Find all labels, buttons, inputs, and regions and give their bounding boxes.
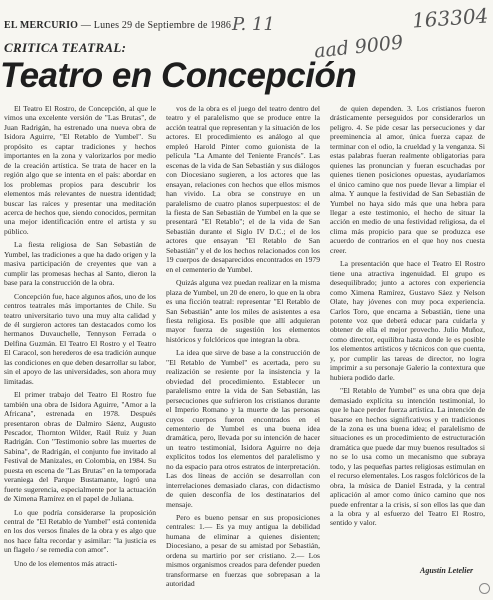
article-paragraph: La idea que sirve de base a la construcción de "El Retablo de Yumbel" es acertada, pero su realización se resiente por la insistencia y la obviedad del procedimiento. Establecer un paralelismo entre la vida de San Sebastián, las persecuciones que sufrieron los cristianos durante el Imperio Romano y la muerte de las personas cuyos cuerpos fueron encontrados en el cementerio de Yumbel es una buena idea dramática, pero, llevada por su intención de hacer un teatro testimonial, Isidora Aguirre no deja explícitos todos los elementos del paralelismo y no da espacio para otros estratos de interpretación. Las dos líneas de acción se desarrollan con interrelaciones demasiado claras, con didactismo de quien desconfía de los destinatarios del mensaje. bbox=[166, 348, 320, 509]
article-column-2 bbox=[166, 104, 320, 593]
publication-date: — Lunes 29 de Septiembre de 1986 bbox=[78, 20, 232, 31]
article-paragraph: La presentación que hace el Teatro El Rostro tiene una atractiva ingenuidad. El grupo es desequilibrado; junto a actores con experiencia como Ximena Ramírez, Gustavo Sáez y Nelson Olate, hay jóvenes con muy poca experiencia. Carlos Toro, que encarna a Sebastián, tiene una potente voz que deberá educar para cuidarla y obtener de ella el mejor provecho. Julio Muñoz, como director, equilibra hasta donde le es posible los elementos artísticos y técnicos con que cuenta, y, por cumplir las tareas de director, no logra imprimir a su personaje Galerio la contextura que hubiera podido darle. bbox=[330, 259, 485, 382]
article-paragraph: Concepción fue, hace algunos años, uno de los centros teatrales más importantes de Chile. Su teatro universitario tuvo una muy alta calidad y de él surgieron actores tan destacados como los hermanos Duvauchelle, Tennyson Ferrada o Delfina Guzmán. El Teatro El Rostro y el Teatro El Caracol, son herederos de esa tradición aunque las condiciones en que deben desarrollar su labor, sin el apoyo de las universidades, son ahora muy limitadas. bbox=[4, 291, 156, 386]
handwritten-page-note: P. 11 bbox=[232, 14, 275, 35]
author-byline: Agustín Letelier bbox=[420, 566, 474, 575]
article-paragraph: Lo que podría considerarse la proposición central de "El Retablo de Yumbel" está contenida en los dos versos finales de la obra y es algo que nos hace falta recordar y asimilar: "la justicia es un flagelo / se remedia con amor". bbox=[4, 507, 156, 555]
corner-stamp-mark bbox=[479, 583, 490, 594]
article-paragraph: "El Retablo de Yumbel" es una obra que deja demasiado explícita su intención testimonial, lo que le hace perder fuerza artística. La intención de basarse en hechos significativos y en tradiciones de la zona es una buena idea; el paralelismo de situaciones es un procedimiento de estructuración dramática que puede dar muy buenos resultados si no se lo usa como un mecanismo que subraya todo, y las pequeñas partes religiosas estimulan en el recurso elementales. Los rasgos folclóricos de la obra, la música de Daniel Estrada, y la central aplicación al amor como único camino que nos puede enfrentar a la crisis, sí son ellos las que dan a la obra y al esfuerzo del Teatro El Rostro, sentido y valor. bbox=[330, 386, 485, 528]
article-paragraph: El Teatro El Rostro, de Concepción, al que le vimos una excelente versión de "Las Brutas", de Juan Radrigán, ha estrenado una nueva obra de Isidora Aguirre, "El Retablo de Yumbel". Su propósito es captar tradiciones y hechos importantes en la zona y valorizarlos por medio de la creación artística. Se trata de hacer en la región algo que se intenta en el país: abordar en los problemas propios para descubrir los elementos más relevantes de nuestra identidad; buscar las raíces y presentar una meditación acerca de hechos que, siendo conocidos, permitan una mejor identificación entre el artista y su público. bbox=[4, 104, 156, 236]
article-paragraph: Quizás alguna vez puedan realizar en la misma plaza de Yumbel, un 20 de enero, lo que en la obra es una ficción teatral: representar "El Retablo de San Sebastián" ante los miles de asistentes a esa fiesta religiosa. Es posible que allí adquieran mayor fuerza de sugestión los elementos históricos y folclóricos que integran la obra. bbox=[166, 278, 320, 344]
article-paragraph: de quien dependen. 3. Los cristianos fueron drásticamente perseguidos por considerarlos un peligro. 4. Se pide cesar las persecuciones y dar preeminencia al amor, única fuerza capaz de terminar con el odio, la crueldad y la venganza. Si estas palabras fueran realmente obligatorias para quienes las pronuncian y fueran escuchadas por quienes tienen posiciones opuestas, ayudaríamos el único camino que nos puede llevar a limpiar el alma. Y aunque la festividad de San Sebastián de Yumbel no haya sido más que una hebra para llegar a este testimonio, el hecho de situar la acción en medio de una festividad religiosa, da el clima más propicio para que se produzca ese acuerdo de contrarios en el que hoy nos cuesta creer. bbox=[330, 104, 485, 255]
handwritten-archive-number: 163304 bbox=[411, 3, 490, 33]
masthead bbox=[4, 20, 231, 31]
article-paragraph: El primer trabajo del Teatro El Rostro fue también una obra de Isidora Aguirre, "Amor a la Africana", estrenada en 1978. Después presentaron obras de Dalmiro Sáenz, Augusto Pescador, Thornton Wilder, Raúl Ruiz y Juan Radrigán. Con "Testimonio sobre las muertes de Sabina", de Radrigán, el conjunto fue invitado al Festival de Manizales, en Colombia, en 1984. Su puesta en escena de "Las Brutas" en la temporada veraniega del Parque Bustamante, logró una fuerte sugerencia, especialmente por la actuación de Ximena Ramírez en el papel de Juliana. bbox=[4, 390, 156, 504]
article-paragraph: Uno de los elementos más atracti- bbox=[14, 558, 118, 568]
article-column-3 bbox=[330, 104, 485, 532]
handwritten-code: aad 9009 bbox=[313, 31, 405, 63]
article-title: Teatro en Concepción bbox=[0, 56, 357, 95]
newspaper-name: EL MERCURIO bbox=[4, 20, 79, 31]
article-paragraph: vos de la obra es el juego del teatro dentro del teatro y el paralelismo que se produce entre la acción teatral que representan y la situación de los actores. El procedimiento es análogo al que empleó Harold Pinter como guionista de la película "La Amante del Teniente Francés". Las escenas de la vida de San Sebastián y sus diálogos con Diocesiano sugieren, a los actores que las ensayan, relaciones con hechos que ellos mismos han vivido. La obra se construye en un paralelismo de cuatro planos superpuestos: el de la fiesta de San Sebastián de Yumbel en la que se presentará "El Retablo"; el de la vida de San Sebastián durante el Siglo IV D.C.; el de los actores que ensayan "El Retablo de San Sebastián" y el de los hechos relacionados con los 19 cuerpos de desaparecidos encontrados en 1979 en el cementerio de Yumbel. bbox=[166, 104, 320, 274]
article-paragraph: La fiesta religiosa de San Sebastián de Yumbel, las tradiciones a que ha dado origen y la masiva participación de creyentes que van a cumplir las promesas hechas al Santo, dieron la base para la construcción de la obra. bbox=[4, 240, 156, 288]
section-label: CRITICA TEATRAL: bbox=[4, 40, 127, 55]
article-paragraph: Pero es bueno pensar en sus proposiciones centrales: 1.— Es ya muy antigua la debilidad humana de eliminar a quienes disienten; Diocesiano, a pesar de su amistad por Sebastián, ordena su martirio por ser cristiano. 2.— Los mismos organismos creados para defender pueden transformarse en fuerzas que sobrepasan a la autoridad bbox=[166, 513, 320, 589]
article-column-1 bbox=[4, 104, 156, 572]
